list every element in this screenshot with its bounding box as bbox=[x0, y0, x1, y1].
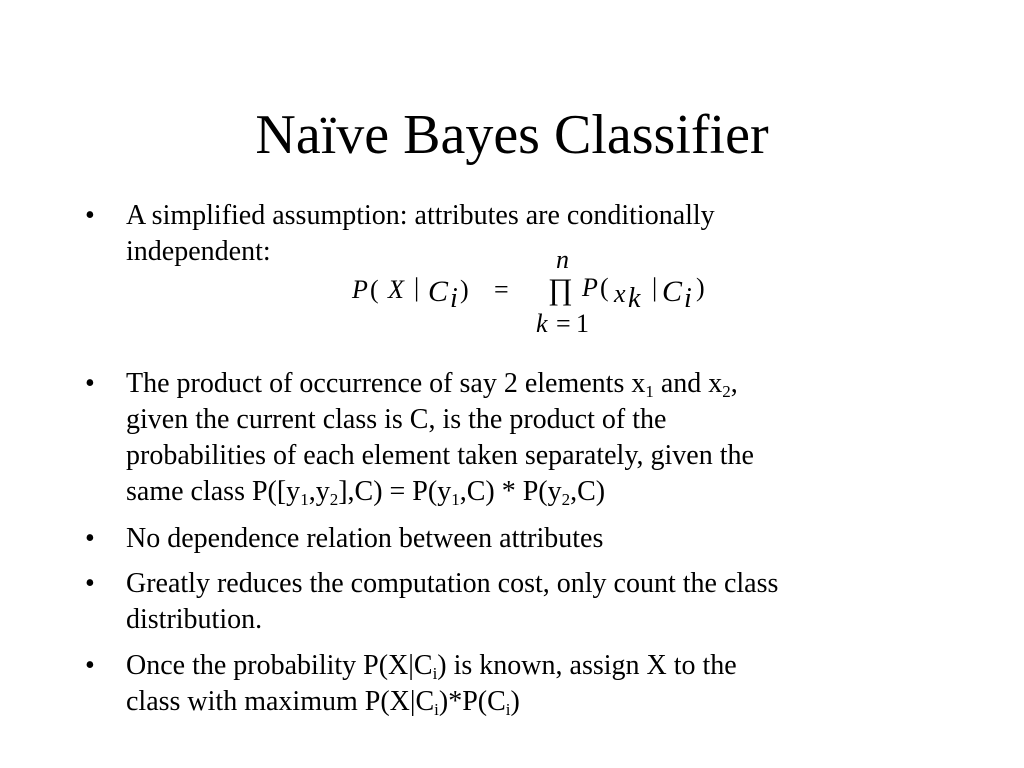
formula-rhs-c: C bbox=[662, 275, 683, 308]
formula-product-lower-one: 1 bbox=[576, 309, 589, 338]
formula-product-symbol: ∏ bbox=[548, 273, 573, 306]
bullet-marker: • bbox=[85, 368, 95, 399]
formula-rhs-x: x bbox=[614, 279, 626, 308]
formula-lhs-p: P bbox=[352, 275, 368, 304]
formula-rhs-p: P bbox=[582, 273, 598, 302]
bullet-line: independent: bbox=[126, 236, 271, 267]
formula-lhs-close-paren: ) bbox=[460, 275, 469, 304]
formula-product-upper-n: n bbox=[556, 245, 569, 274]
bullet-line: class with maximum $P(X|C_i)*P(C_i)$ bbox=[126, 686, 520, 719]
bullet-line: A simplified assumption: attributes are conditionally bbox=[126, 200, 715, 231]
bullet-line: given the current class is C, is the product of the bbox=[126, 404, 667, 435]
bullet-line: No dependence relation between attributes bbox=[126, 523, 604, 554]
slide-title: Naïve Bayes Classifier bbox=[255, 104, 769, 166]
bullet-marker: • bbox=[85, 568, 95, 599]
formula-lhs-open-paren: ( bbox=[370, 275, 379, 304]
bullet-line: same class $P([y_1,y_2],C) = P(y_1,C) * P(y_2,C)$ bbox=[126, 476, 606, 509]
bullet-item bbox=[85, 648, 945, 720]
formula-rhs-i: i bbox=[684, 283, 692, 314]
formula-rhs-close-paren: ) bbox=[696, 273, 705, 302]
formula-product-lower-k: k bbox=[536, 309, 548, 338]
bullet-item bbox=[85, 521, 945, 557]
formula-product-lower-equals: = bbox=[556, 309, 571, 338]
bullet-marker: • bbox=[85, 650, 95, 681]
bullet-text bbox=[126, 521, 945, 557]
bullet-marker: • bbox=[85, 523, 95, 554]
bullet-line: distribution. bbox=[126, 604, 263, 635]
bullet-text bbox=[126, 566, 945, 638]
bullet-line: Greatly reduces the computation cost, only count the class bbox=[126, 568, 779, 599]
formula-lhs-x: X bbox=[388, 275, 404, 304]
formula-rhs-bar: | bbox=[652, 273, 658, 302]
formula-rhs-k: k bbox=[628, 283, 641, 314]
bullet-text bbox=[126, 366, 945, 510]
bullet-marker: • bbox=[85, 200, 95, 231]
bullet-line: probabilities of each element taken separately, given the bbox=[126, 440, 754, 471]
bullet-line: The product of occurrence of say 2 elements $x_1$ and $x_2$, bbox=[126, 368, 738, 401]
formula-lhs-bar: | bbox=[414, 273, 420, 302]
product-formula bbox=[352, 245, 732, 345]
bullet-item bbox=[85, 566, 945, 638]
bullet-line: Once the probability $P(X|C_i)$ is known, assign X to the bbox=[126, 650, 737, 683]
bullet-item bbox=[85, 366, 945, 510]
formula-lhs-c: C bbox=[428, 275, 449, 308]
formula-equals: = bbox=[494, 275, 509, 304]
bullet-text bbox=[126, 648, 945, 720]
formula-rhs-open-paren: ( bbox=[600, 273, 609, 302]
formula-lhs-i: i bbox=[450, 283, 458, 314]
